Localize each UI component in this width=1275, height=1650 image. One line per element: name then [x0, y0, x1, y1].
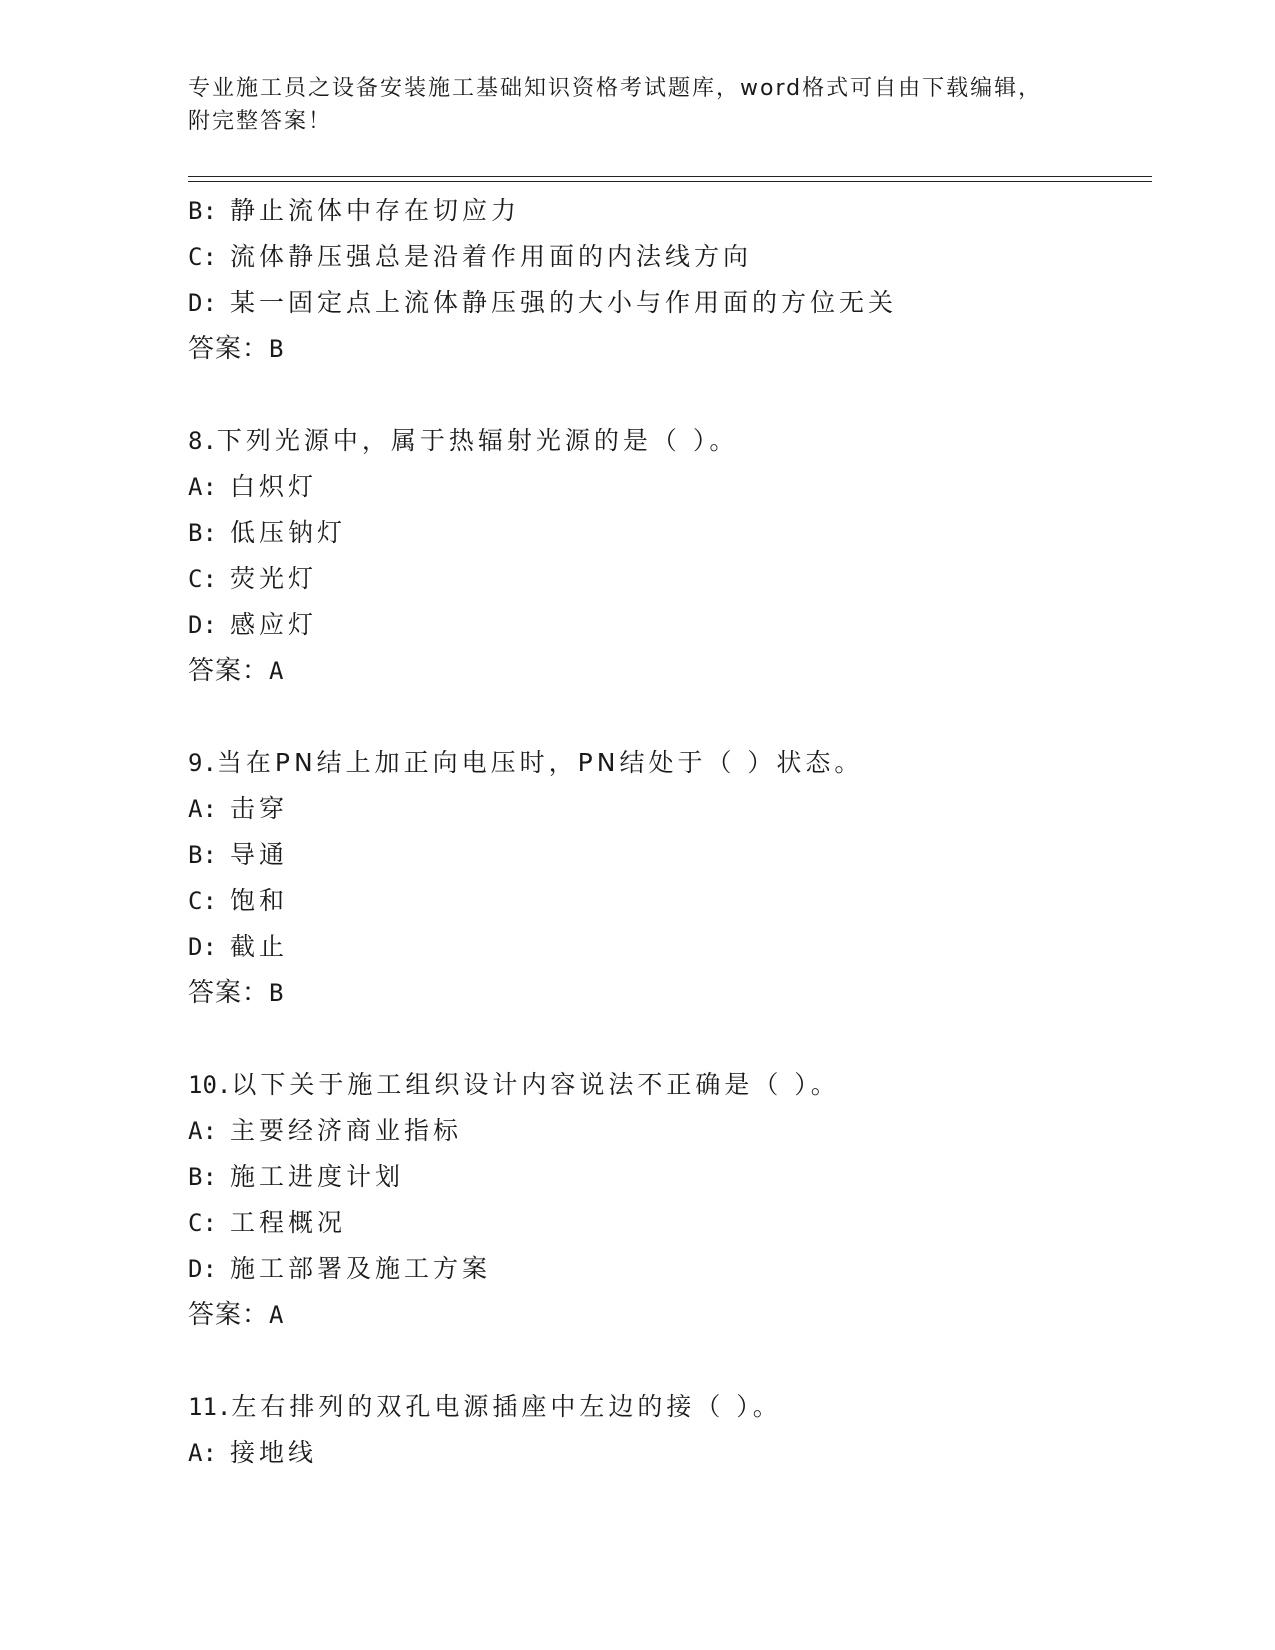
- option-b: [188, 188, 1152, 234]
- answer-value: B: [269, 335, 285, 363]
- answer-line: [188, 648, 1152, 694]
- option-prefix: D:: [188, 1255, 217, 1283]
- option-text: 施工进度计划: [230, 1162, 405, 1191]
- answer-label: 答案：: [188, 978, 270, 1008]
- option-a: [188, 1430, 1152, 1476]
- option-text: 接地线: [230, 1438, 318, 1467]
- option-prefix: A:: [188, 473, 217, 501]
- option-d: [188, 924, 1152, 970]
- question-text: 当在PN结上加正向电压时，PN结处于（ ）状态。: [216, 748, 864, 777]
- option-b: [188, 1154, 1152, 1200]
- option-prefix: B:: [188, 519, 217, 547]
- option-a: [188, 786, 1152, 832]
- option-prefix: A:: [188, 795, 217, 823]
- answer-line: [188, 326, 1152, 372]
- header-line-1: 专业施工员之设备安装施工基础知识资格考试题库，word格式可自由下载编辑，: [188, 76, 1043, 101]
- question-text: 下列光源中，属于热辐射光源的是（ ）。: [216, 426, 739, 455]
- option-prefix: B:: [188, 841, 217, 869]
- question-stem: [188, 1384, 1152, 1430]
- question-stem: [188, 740, 1152, 786]
- option-prefix: B:: [188, 197, 217, 225]
- option-prefix: C:: [188, 887, 217, 915]
- answer-line: [188, 970, 1152, 1016]
- option-b: [188, 510, 1152, 556]
- question-8: [188, 418, 1152, 694]
- option-d: [188, 1246, 1152, 1292]
- option-text: 静止流体中存在切应力: [230, 196, 521, 225]
- answer-value: A: [269, 1301, 285, 1329]
- option-prefix: D:: [188, 289, 217, 317]
- option-prefix: A:: [188, 1439, 217, 1467]
- option-text: 主要经济商业指标: [230, 1116, 463, 1145]
- option-text: 施工部署及施工方案: [230, 1254, 492, 1283]
- option-text: 白炽灯: [230, 472, 318, 501]
- option-c: [188, 878, 1152, 924]
- option-text: 导通: [230, 840, 289, 869]
- answer-value: A: [269, 657, 285, 685]
- option-c: [188, 556, 1152, 602]
- option-b: [188, 832, 1152, 878]
- option-prefix: D:: [188, 611, 217, 639]
- header-divider-top: [188, 176, 1152, 177]
- option-a: [188, 464, 1152, 510]
- question-number: 8.: [188, 427, 217, 455]
- document-header: [188, 72, 1068, 138]
- answer-line: [188, 1292, 1152, 1338]
- question-number: 9.: [188, 749, 217, 777]
- answer-label: 答案：: [188, 1300, 270, 1330]
- option-text: 低压钠灯: [230, 518, 347, 547]
- option-prefix: C:: [188, 565, 217, 593]
- option-text: 工程概况: [230, 1208, 347, 1237]
- question-text: 左右排列的双孔电源插座中左边的接（ ）。: [231, 1392, 782, 1421]
- question-number: 11.: [188, 1393, 232, 1421]
- option-prefix: B:: [188, 1163, 217, 1191]
- option-c: [188, 1200, 1152, 1246]
- option-d: [188, 602, 1152, 648]
- question-10: [188, 1062, 1152, 1338]
- question-9: [188, 740, 1152, 1016]
- answer-label: 答案：: [188, 656, 270, 686]
- option-text: 感应灯: [230, 610, 318, 639]
- option-text: 某一固定点上流体静压强的大小与作用面的方位无关: [230, 288, 898, 317]
- option-text: 荧光灯: [230, 564, 318, 593]
- option-text: 击穿: [230, 794, 289, 823]
- option-prefix: C:: [188, 1209, 217, 1237]
- option-prefix: C:: [188, 243, 217, 271]
- option-prefix: D:: [188, 933, 217, 961]
- option-a: [188, 1108, 1152, 1154]
- question-list: [188, 188, 1152, 1476]
- header-divider-bottom: [188, 181, 1152, 182]
- option-c: [188, 234, 1152, 280]
- option-text: 饱和: [230, 886, 289, 915]
- question-11: [188, 1384, 1152, 1476]
- option-d: [188, 280, 1152, 326]
- option-text: 流体静压强总是沿着作用面的内法线方向: [230, 242, 753, 271]
- question-number: 10.: [188, 1071, 232, 1099]
- answer-value: B: [269, 979, 285, 1007]
- option-text: 截止: [230, 932, 289, 961]
- question-text: 以下关于施工组织设计内容说法不正确是（ ）。: [231, 1070, 840, 1099]
- question-stem: [188, 418, 1152, 464]
- option-prefix: A:: [188, 1117, 217, 1145]
- question-7-continued: [188, 188, 1152, 372]
- header-line-2: 附完整答案！: [188, 109, 333, 134]
- question-stem: [188, 1062, 1152, 1108]
- answer-label: 答案：: [188, 334, 270, 364]
